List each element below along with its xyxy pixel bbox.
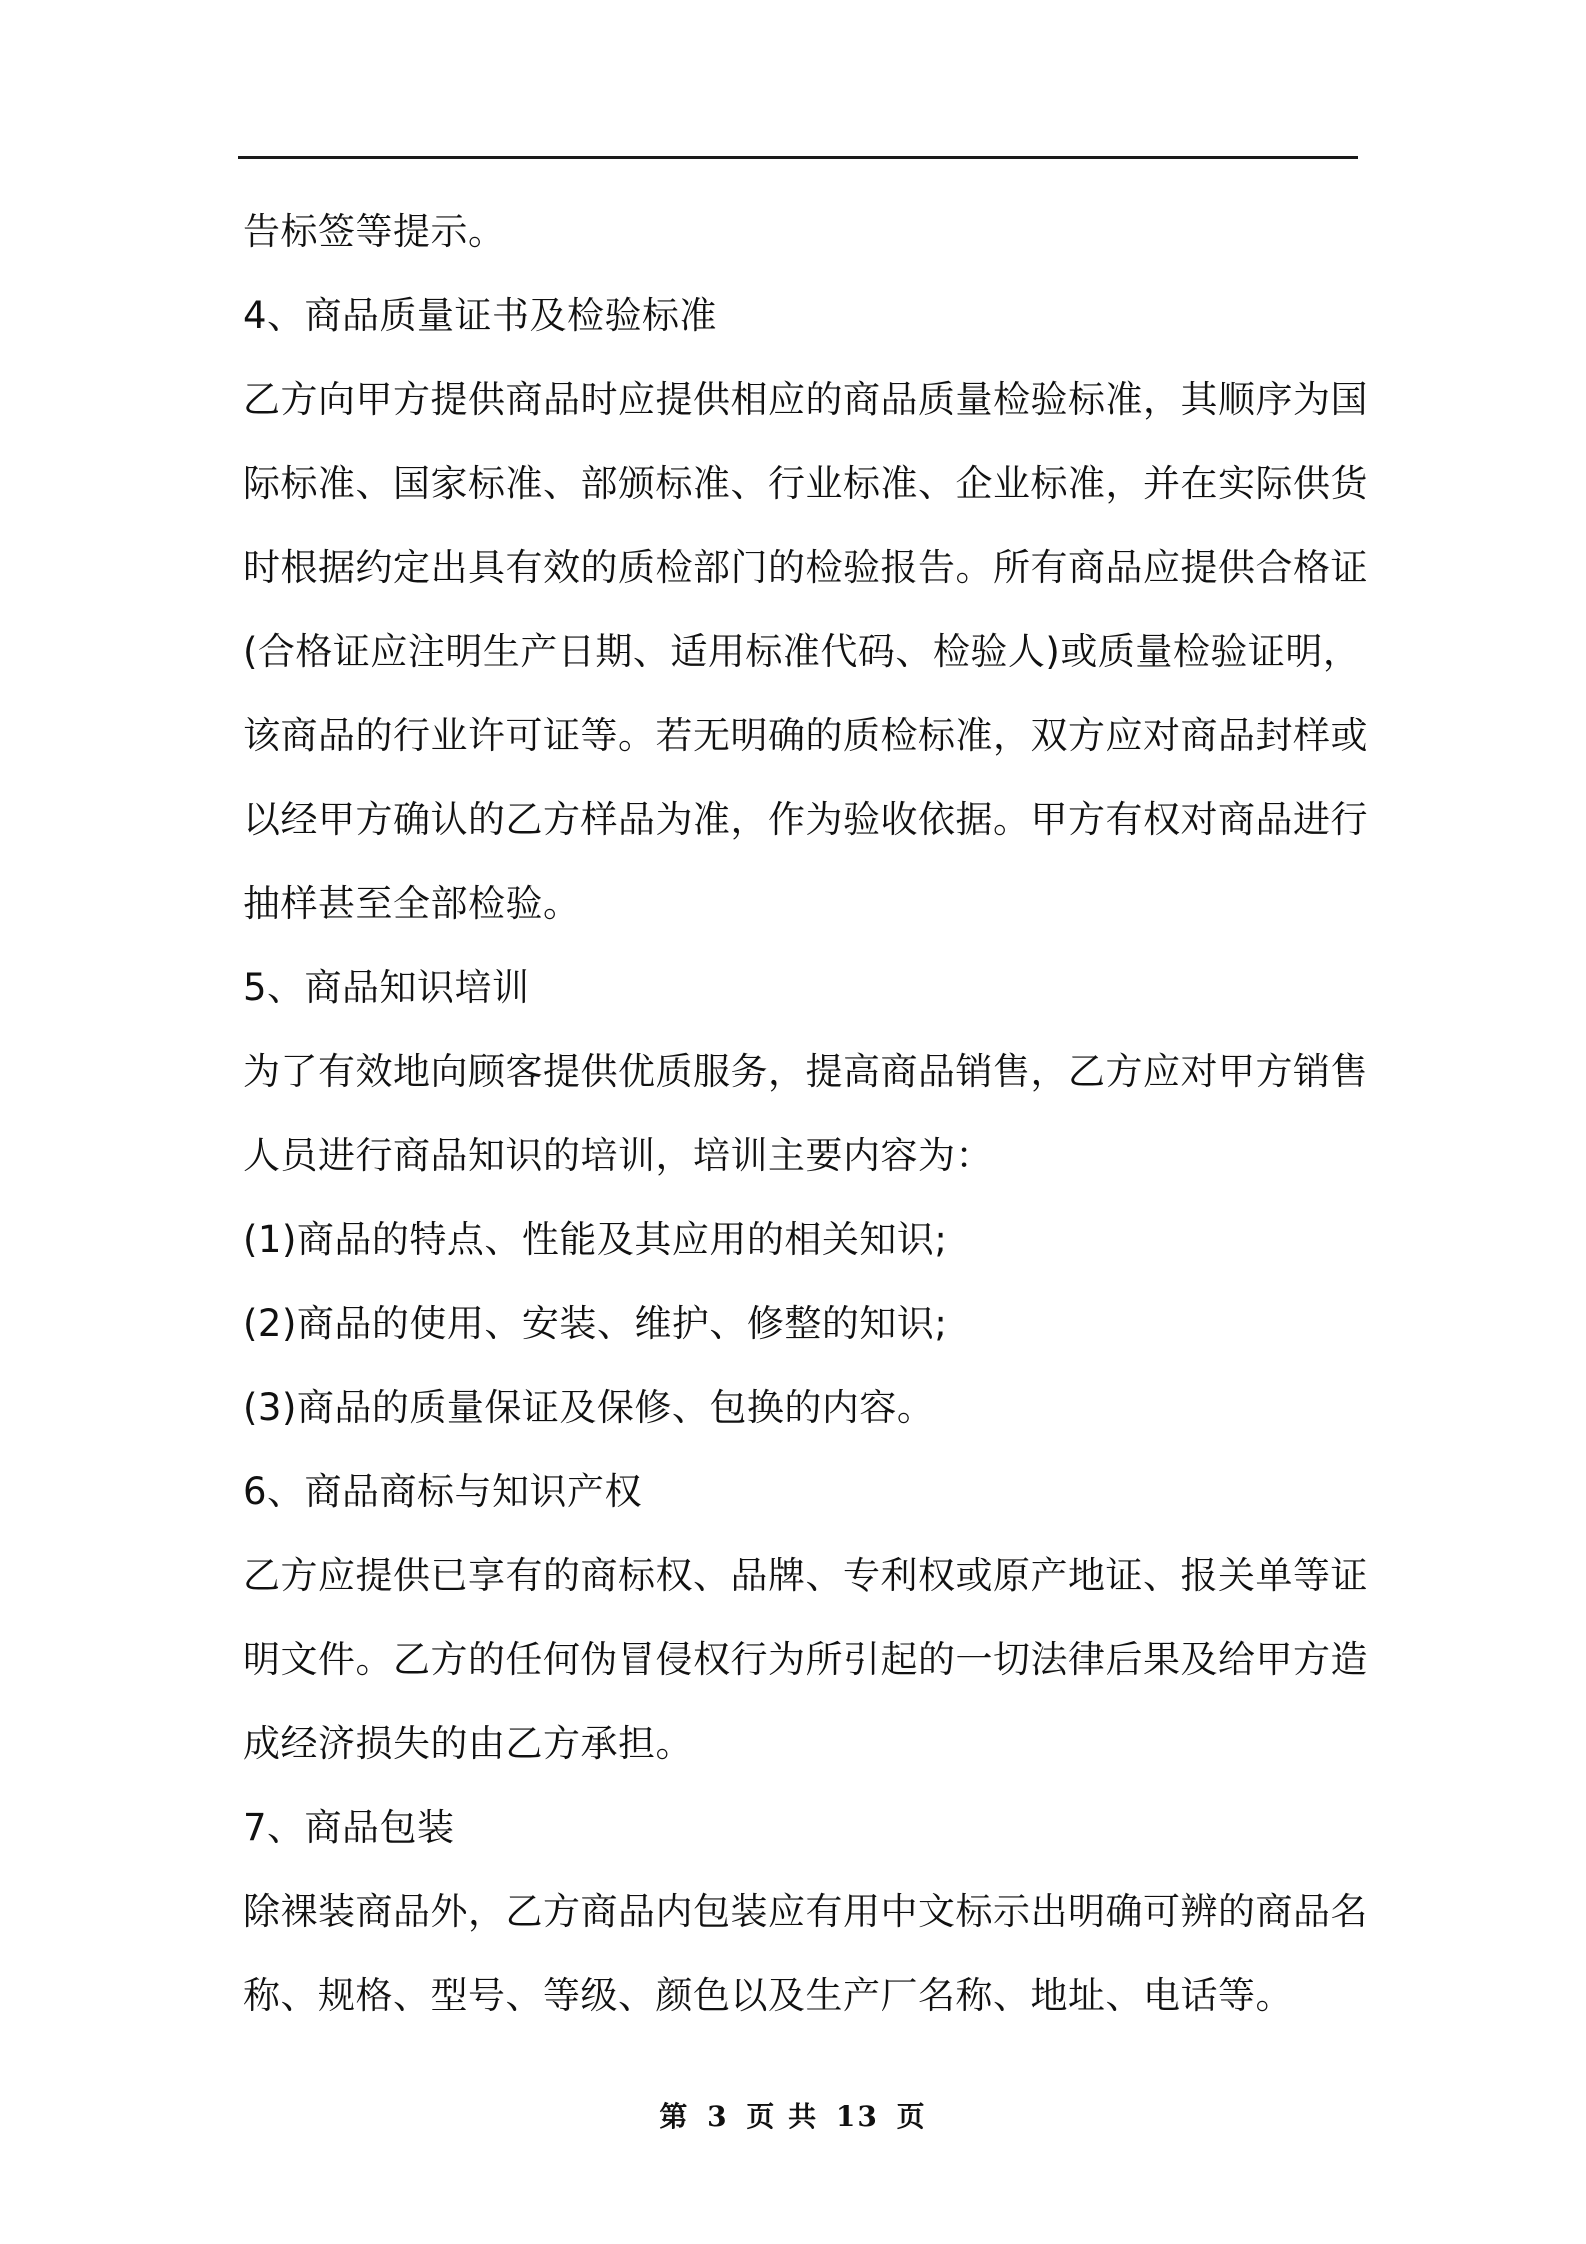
paragraph-line: 称、规格、型号、等级、颜色以及生产厂名称、地址、电话等。	[243, 1974, 1293, 2017]
paragraph-line: 除裸装商品外，乙方商品内包装应有用中文标示出明确可辨的商品名	[243, 1890, 1368, 1933]
footer-suffix: 页	[896, 2100, 927, 2133]
current-page-number: 3	[707, 2100, 729, 2133]
paragraph-line: 乙方应提供已享有的商标权、品牌、专利权或原产地证、报关单等证	[243, 1554, 1368, 1597]
paragraph-line: 告标签等提示。	[243, 210, 506, 253]
paragraph-line: 乙方向甲方提供商品时应提供相应的商品质量检验标准，其顺序为国	[243, 378, 1368, 421]
section-heading: 7、商品包装	[243, 1806, 455, 1849]
paragraph-line: 明文件。乙方的任何伪冒侵权行为所引起的一切法律后果及给甲方造	[243, 1638, 1368, 1681]
page-footer	[0, 2095, 1586, 2135]
paragraph-line: 际标准、国家标准、部颁标准、行业标准、企业标准，并在实际供货	[243, 462, 1368, 505]
paragraph-line: (合格证应注明生产日期、适用标准代码、检验人)或质量检验证明，	[243, 630, 1361, 673]
section-heading: 6、商品商标与知识产权	[243, 1470, 643, 1513]
paragraph-line: 人员进行商品知识的培训，培训主要内容为：	[243, 1134, 993, 1177]
document-body	[243, 190, 1368, 2038]
list-item: (1)商品的特点、性能及其应用的相关知识;	[243, 1218, 948, 1261]
section-heading: 5、商品知识培训	[243, 966, 530, 1009]
paragraph-line: 为了有效地向顾客提供优质服务，提高商品销售，乙方应对甲方销售	[243, 1050, 1368, 1093]
total-page-count: 13	[835, 2100, 879, 2133]
list-item: (3)商品的质量保证及保修、包换的内容。	[243, 1386, 935, 1429]
paragraph-line: 以经甲方确认的乙方样品为准，作为验收依据。甲方有权对商品进行	[243, 798, 1368, 841]
paragraph-line: 抽样甚至全部检验。	[243, 882, 581, 925]
list-item: (2)商品的使用、安装、维护、修整的知识;	[243, 1302, 948, 1345]
footer-prefix: 第	[659, 2100, 690, 2133]
footer-middle: 页 共	[746, 2100, 819, 2133]
paragraph-line: 成经济损失的由乙方承担。	[243, 1722, 693, 1765]
paragraph-line: 该商品的行业许可证等。若无明确的质检标准，双方应对商品封样或	[243, 714, 1368, 757]
section-heading: 4、商品质量证书及检验标准	[243, 294, 718, 337]
paragraph-line: 时根据约定出具有效的质检部门的检验报告。所有商品应提供合格证	[243, 546, 1368, 589]
header-rule	[238, 156, 1358, 159]
